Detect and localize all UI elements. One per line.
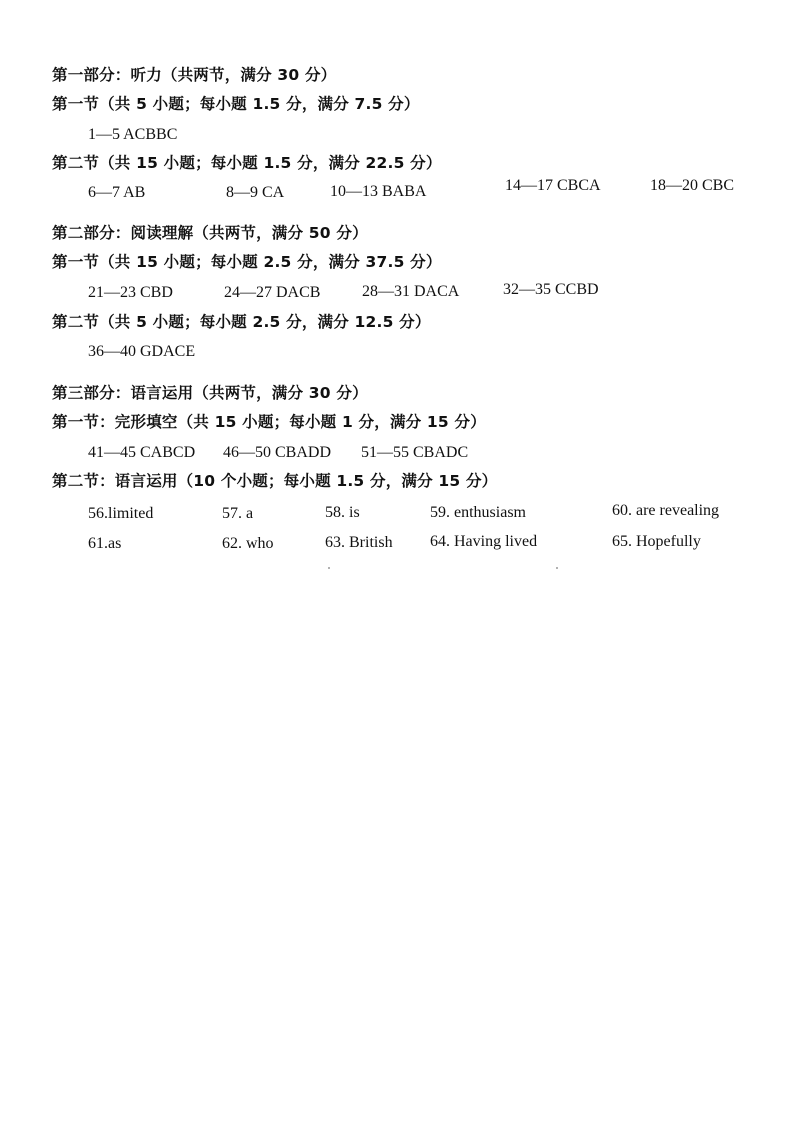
part-2-title: 第二部分：阅读理解（共两节，满分 50 分） bbox=[52, 224, 368, 242]
scan-speck bbox=[556, 567, 558, 569]
answer-60: 60. are revealing bbox=[612, 502, 720, 519]
answer-8-9: 8—9 CA bbox=[226, 184, 285, 201]
answer-10-13: 10—13 BABA bbox=[330, 183, 427, 200]
answer-56: 56.limited bbox=[88, 505, 154, 522]
answer-51-55: 51—55 CBADC bbox=[361, 444, 469, 461]
answer-57: 57. a bbox=[222, 505, 254, 522]
answer-59: 59. enthusiasm bbox=[430, 504, 526, 521]
answer-62: 62. who bbox=[222, 535, 274, 552]
part-3-title: 第三部分：语言运用（共两节，满分 30 分） bbox=[52, 384, 368, 402]
part-1-section-2-title: 第二节（共 15 小题；每小题 1.5 分，满分 22.5 分） bbox=[52, 154, 442, 172]
answer-24-27: 24—27 DACB bbox=[224, 284, 321, 301]
answer-41-45: 41—45 CABCD bbox=[88, 444, 196, 461]
answer-61: 61.as bbox=[88, 535, 122, 552]
part-2-section-2-title: 第二节（共 5 小题；每小题 2.5 分，满分 12.5 分） bbox=[52, 313, 431, 331]
scan-speck bbox=[328, 567, 330, 569]
part-3-section-2-title: 第二节：语言运用（10 个小题；每小题 1.5 分，满分 15 分） bbox=[52, 472, 498, 490]
answer-21-23: 21—23 CBD bbox=[88, 284, 173, 301]
part-2-section-1-title: 第一节（共 15 小题；每小题 2.5 分，满分 37.5 分） bbox=[52, 253, 442, 271]
part-1-title: 第一部分：听力（共两节，满分 30 分） bbox=[52, 66, 337, 84]
part-3-section-1-title: 第一节：完形填空（共 15 小题；每小题 1 分，满分 15 分） bbox=[52, 413, 486, 431]
answer-14-17: 14—17 CBCA bbox=[505, 177, 601, 194]
answer-36-40: 36—40 GDACE bbox=[88, 343, 196, 360]
answer-63: 63. British bbox=[325, 534, 393, 551]
answer-28-31: 28—31 DACA bbox=[362, 283, 460, 300]
answer-65: 65. Hopefully bbox=[612, 533, 701, 550]
answer-6-7: 6—7 AB bbox=[88, 184, 146, 201]
answer-18-20: 18—20 CBC bbox=[650, 177, 735, 194]
answer-64: 64. Having lived bbox=[430, 533, 538, 550]
answer-32-35: 32—35 CCBD bbox=[503, 281, 599, 298]
answer-46-50: 46—50 CBADD bbox=[223, 444, 332, 461]
answer-1-5: 1—5 ACBBC bbox=[88, 126, 178, 143]
part-1-section-1-title: 第一节（共 5 小题；每小题 1.5 分，满分 7.5 分） bbox=[52, 95, 420, 113]
answer-58: 58. is bbox=[325, 504, 360, 521]
